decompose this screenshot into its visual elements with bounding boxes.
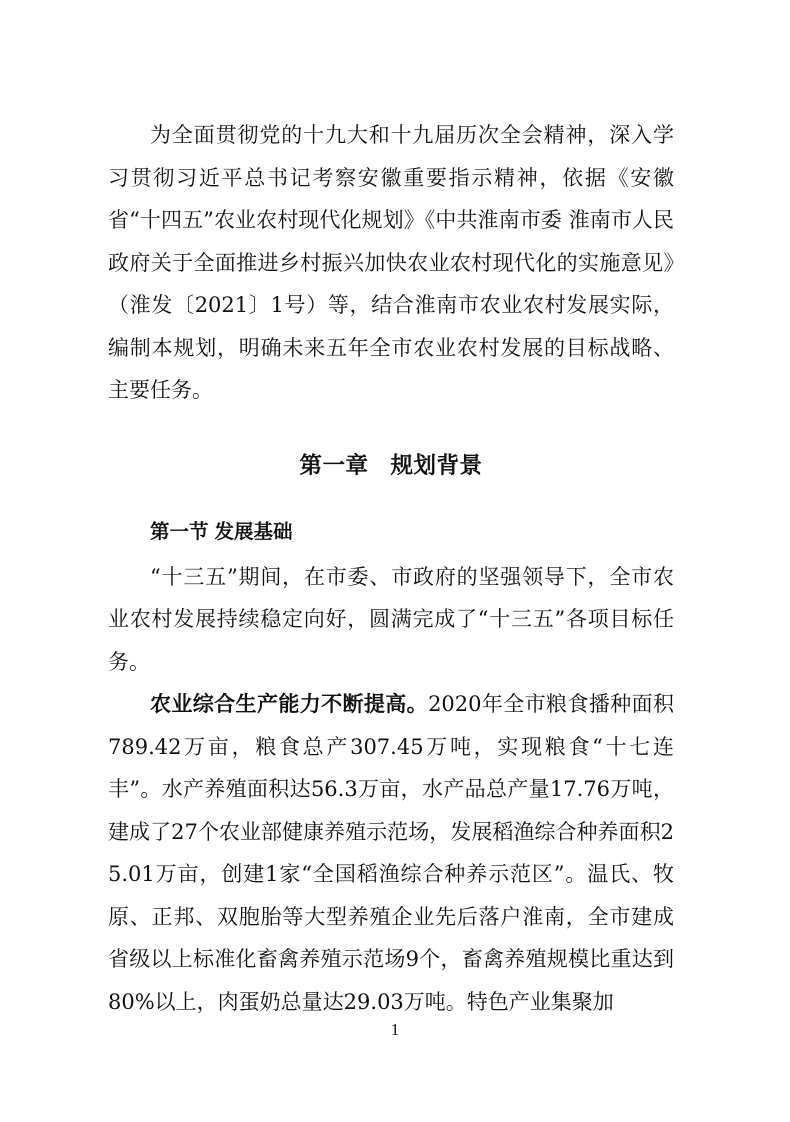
chapter-name: 规划背景 [390, 452, 483, 479]
summary-paragraph: “十三五”期间，在市委、市政府的坚强领导下，全市农业农村发展持续稳定向好，圆满完成了“十三五”各项目标任务。 [108, 564, 674, 674]
page-number: 1 [390, 1020, 400, 1039]
production-paragraph [108, 683, 674, 1023]
section-title [108, 512, 674, 552]
chapter-number: 第一章 [299, 452, 369, 479]
production-paragraph-lead: 农业综合生产能力不断提高。 [150, 691, 429, 716]
production-paragraph-body: 2020年全市粮食播种面积789.42万亩，粮食总产307.45万吨，实现粮食“十七连丰”。水产养殖面积达56.3万亩，水产品总产量17.76万吨，建成了27个农业部健康养殖示范场，发展稻渔综合种养面积25.01万亩，创建1家“全国稻渔综合种养示范区”。温氏、牧原、正邦、双胞胎等大型养殖企业先后落户淮南，全市建成省级以上标准化畜禽养殖示范场9个，畜禽养殖规模比重达到80%以上，肉蛋奶总量达29.03万吨。特色产业集聚加 [108, 692, 675, 1014]
chapter-title [108, 446, 674, 486]
section-name: 发展基础 [214, 519, 293, 543]
section-number: 第一节 [150, 519, 209, 543]
page-content [108, 114, 674, 1023]
intro-paragraph: 为全面贯彻党的十九大和十九届历次全会精神，深入学习贯彻习近平总书记考察安徽重要指示精神，依据《安徽省“十四五”农业农村现代化规划》《中共淮南市委 淮南市人民政府关于全面推进乡村振兴加快农业农村现代化的实施意见》（淮发〔2021〕1号）等，结合淮南市农业农村发展实际，编制本规划，明确未来五年全市农业农村发展的目标战略、主要任务。 [108, 123, 674, 402]
